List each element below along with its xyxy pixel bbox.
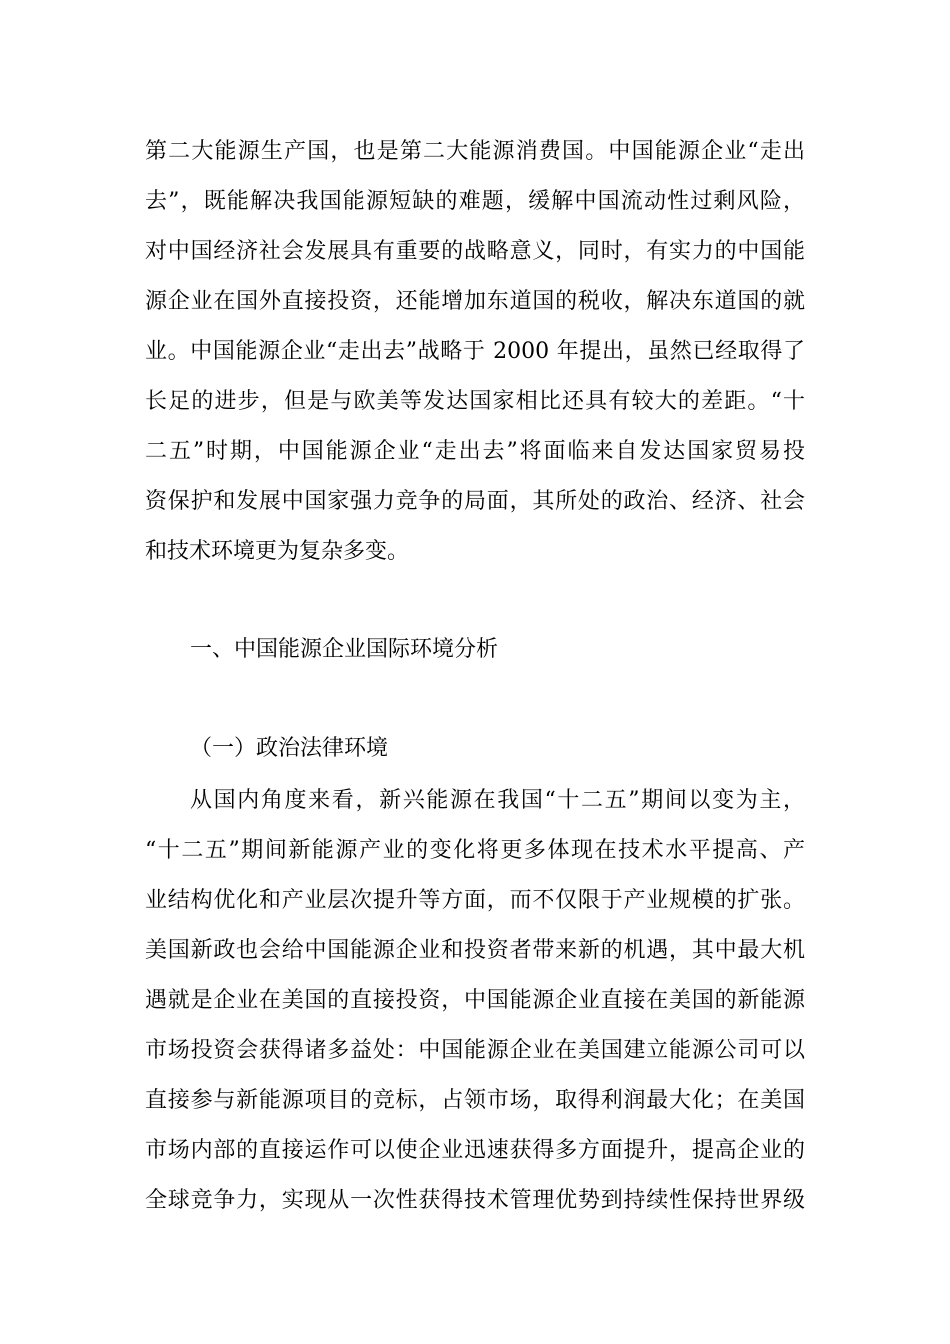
intro-line: 业。中国能源企业“走出去”战略于 2000 年提出，虽然已经取得了 [145, 339, 805, 364]
subsection-heading: （一）政治法律环境 [190, 736, 389, 761]
intro-line: 资保护和发展中国家强力竞争的局面，其所处的政治、经济、社会 [145, 489, 805, 514]
body-line: 美国新政也会给中国能源企业和投资者带来新的机遇，其中最大机 [145, 938, 805, 963]
section-heading: 一、中国能源企业国际环境分析 [190, 637, 499, 662]
body-line: 业结构优化和产业层次提升等方面，而不仅限于产业规模的扩张。 [145, 888, 805, 913]
body-line: 从国内角度来看，新兴能源在我国“十二五”期间以变为主， [190, 788, 805, 813]
intro-line: 去”，既能解决我国能源短缺的难题，缓解中国流动性过剩风险， [145, 189, 805, 214]
intro-line: 源企业在国外直接投资，还能增加东道国的税收，解决东道国的就 [145, 289, 805, 314]
intro-line: 对中国经济社会发展具有重要的战略意义，同时，有实力的中国能 [145, 239, 805, 264]
intro-line: 第二大能源生产国，也是第二大能源消费国。中国能源企业“走出 [145, 139, 805, 164]
body-line: 直接参与新能源项目的竞标，占领市场，取得利润最大化；在美国 [145, 1088, 805, 1113]
body-line: “十二五”期间新能源产业的变化将更多体现在技术水平提高、产 [145, 838, 805, 863]
intro-line: 长足的进步，但是与欧美等发达国家相比还具有较大的差距。“十 [145, 389, 805, 414]
body-line: 全球竞争力，实现从一次性获得技术管理优势到持续性保持世界级 [145, 1188, 805, 1213]
intro-line: 和技术环境更为复杂多变。 [145, 539, 410, 564]
body-line: 市场内部的直接运作可以使企业迅速获得多方面提升，提高企业的 [145, 1138, 805, 1163]
body-line: 遇就是企业在美国的直接投资，中国能源企业直接在美国的新能源 [145, 988, 805, 1013]
intro-line: 二五”时期，中国能源企业“走出去”将面临来自发达国家贸易投 [145, 439, 805, 464]
body-line: 市场投资会获得诸多益处：中国能源企业在美国建立能源公司可以 [145, 1038, 805, 1063]
